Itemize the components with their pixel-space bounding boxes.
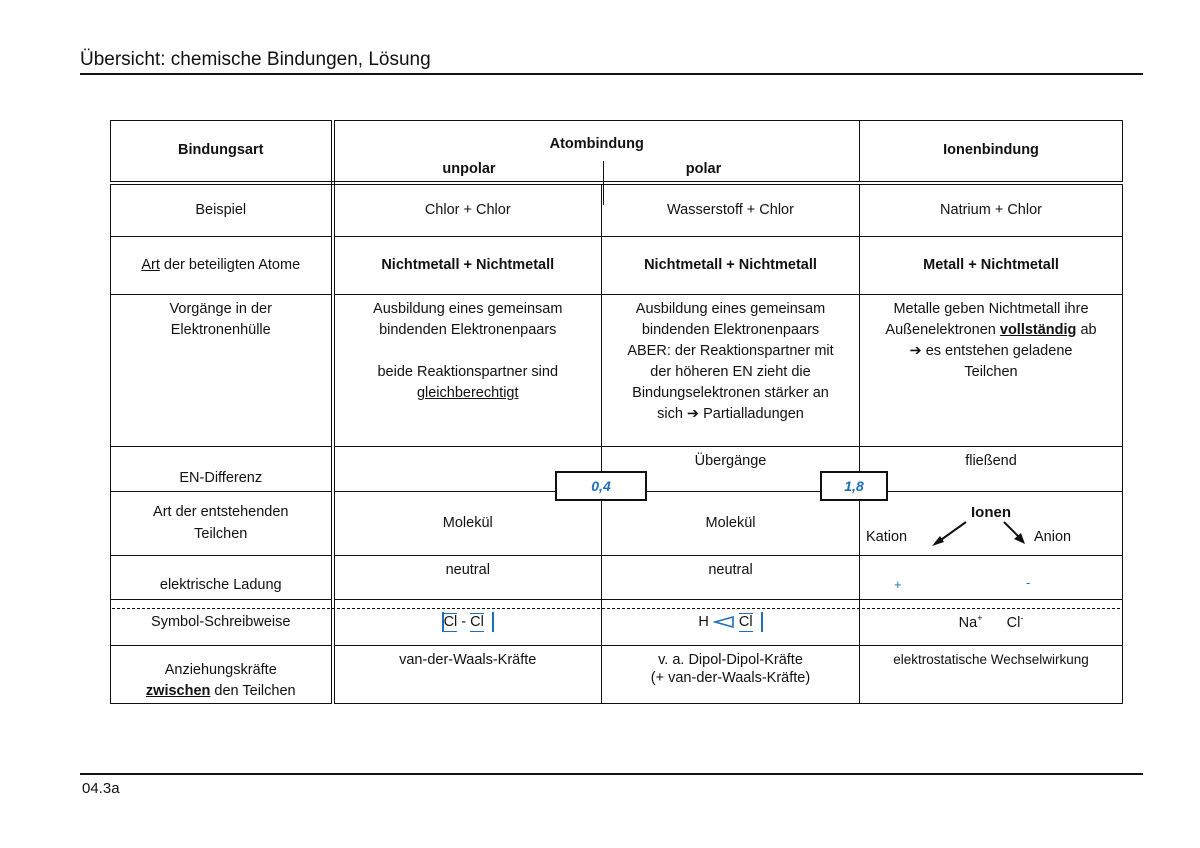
cell-symbol-unpolar [333,600,602,646]
row-label-teilchen [111,492,333,556]
cell-art-polar: Nichtmetall + Nichtmetall [602,237,860,295]
text-part: Außenelektronen [885,322,1000,339]
ionen-label: Ionen [971,504,1011,521]
row-label-art-atome [111,237,333,295]
label-part: den Teilchen [210,682,296,699]
anion-label: Anion [1034,529,1072,545]
header-divider [603,161,605,205]
table-row [111,646,1123,704]
lone-pair-bar [492,612,494,632]
header-polar: polar [685,161,722,177]
cell-kraefte-ionen: elektrostatische Wechselwirkung [860,646,1123,704]
bonding-table [110,120,1123,704]
label-line: Anziehungskräfte [164,661,277,678]
label-line: Elektronenhülle [170,322,271,339]
row-label-kraefte [111,646,333,704]
table-row [111,556,1123,600]
table-row [111,492,1123,556]
chloride-ion: Cl [1006,614,1021,631]
ion-charge: + [977,612,983,623]
header-atombindung [333,121,860,183]
cell-teilchen-ionen [860,492,1123,556]
cell-en-fliessend: fließend [860,447,1123,492]
cell-vorgaenge-ionen [860,295,1123,447]
cell-ladung-ionen [860,556,1123,600]
cell-symbol-polar [602,600,860,646]
text-line: Bindungselektronen stärker an [632,385,829,402]
text-line: sich ➔ Partialladungen [657,406,804,423]
dashed-separator [112,608,1120,609]
text-line: bindenden Elektronenpaars [379,322,557,339]
header-rule [80,73,1143,75]
label-emphasis: zwischen [145,682,211,699]
en-threshold-box-2: 1,8 [820,471,888,501]
cell-kraefte-polar [602,646,860,704]
ion-charge: - [1020,612,1024,623]
table-row [111,600,1123,646]
text-line: Teilchen [964,364,1018,381]
header-unpolar: unpolar [442,161,496,177]
cell-symbol-ionen [860,600,1123,646]
label-line: Teilchen [194,525,248,542]
plus-sign: + [894,577,902,592]
header-bindungsart: Bindungsart [111,121,333,183]
cell-teilchen-polar: Molekül [602,492,860,556]
label-line: Vorgänge in der [169,301,272,317]
text-line: der höheren EN zieht die [650,364,811,381]
label-line [111,681,331,702]
row-label-vorgaenge [111,295,333,447]
text-line: v. a. Dipol-Dipol-Kräfte [658,652,803,668]
minus-sign: - [1026,575,1031,590]
label-line: Art der entstehenden [153,504,289,521]
sodium-ion: Na [958,614,978,631]
text-emphasis: vollständig [999,322,1077,339]
cell-beispiel-unpolar: Chlor + Chlor [333,183,602,237]
row-label-en: EN-Differenz [111,447,333,492]
hydrogen-atom: H [698,613,709,630]
cell-ladung-unpolar: neutral [333,556,602,600]
text-part: ab [1076,322,1097,339]
cell-ladung-polar: neutral [602,556,860,600]
chlorine-atom: Cl [443,613,458,630]
text-line [860,320,1122,341]
table-row [111,295,1123,447]
header-atombindung-label: Atombindung [549,136,644,152]
lone-pair-bar [761,612,763,632]
chlorine-atom: Cl [738,613,753,630]
row-label-beispiel: Beispiel [111,183,333,237]
table-header-row [111,121,1123,183]
table-row [111,183,1123,237]
cell-art-unpolar: Nichtmetall + Nichtmetall [333,237,602,295]
cell-kraefte-unpolar: van-der-Waals-Kräfte [333,646,602,704]
text-line: ➔ es entstehen geladene [909,343,1073,360]
cell-teilchen-unpolar: Molekül [333,492,602,556]
header-ionenbindung: Ionenbindung [860,121,1123,183]
footer-code: 04.3a [82,780,120,797]
text-line: Ausbildung eines gemeinsam [373,301,563,317]
text-line: gleichberechtigt [416,385,519,402]
cell-beispiel-ionen: Natrium + Chlor [860,183,1123,237]
label-art-rest: der beteiligten Atome [159,256,301,273]
text-line: beide Reaktionspartner sind [377,364,559,381]
en-threshold-box-1: 0,4 [555,471,647,501]
cell-en-uebergaenge: Übergänge [602,447,860,492]
text-line: bindenden Elektronenpaars [641,322,820,339]
text-line: Ausbildung eines gemeinsam [635,301,826,317]
row-label-ladung: elektrische Ladung [111,556,333,600]
cell-vorgaenge-unpolar [333,295,602,447]
arrows-icon [928,518,1038,548]
text-line: Metalle geben Nichtmetall ihre [893,301,1089,317]
cell-vorgaenge-polar [602,295,860,447]
text-line: (+ van-der-Waals-Kräfte) [650,670,811,687]
kation-label: Kation [866,529,908,545]
bond-dash: - [457,613,471,630]
label-art: Art [141,256,160,273]
cell-art-ionen: Metall + Nichtmetall [860,237,1123,295]
text-line: ABER: der Reaktionspartner mit [627,343,834,360]
row-label-symbol: Symbol-Schreibweise [111,600,333,646]
table-row [111,237,1123,295]
cell-beispiel-polar: Wasserstoff + Chlor [602,183,860,237]
wedge-bond-icon [713,616,735,628]
chlorine-atom: Cl [470,613,484,630]
page-title: Übersicht: chemische Bindungen, Lösung [80,49,431,70]
footer-rule [80,773,1143,775]
